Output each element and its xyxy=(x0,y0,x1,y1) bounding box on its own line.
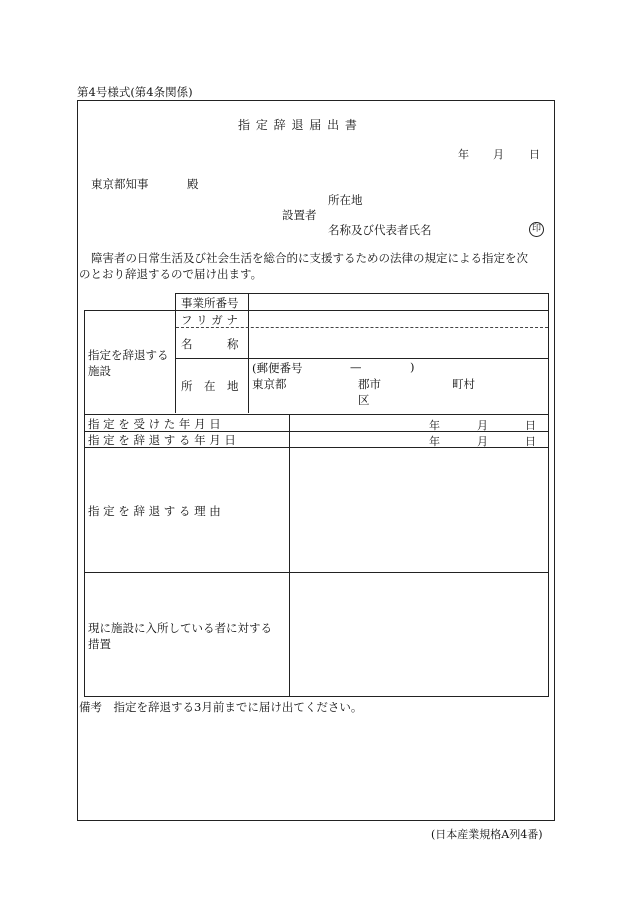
withdrawal-day: 日 xyxy=(525,435,536,448)
prefecture: 東京都 xyxy=(252,377,287,391)
withdrawal-month: 月 xyxy=(477,435,488,448)
rule xyxy=(84,310,85,697)
location-label: 所 在 地 xyxy=(181,379,239,393)
rule xyxy=(248,293,249,413)
rule xyxy=(548,293,549,697)
designated-year: 年 xyxy=(429,419,440,432)
seal-mark: 印 xyxy=(529,222,544,237)
postal-close: ) xyxy=(410,360,415,374)
note: 備考 指定を辞退する3月前までに届け出てください。 xyxy=(79,700,363,714)
facility-label-line2: 施設 xyxy=(88,364,111,378)
designated-month: 月 xyxy=(477,419,488,432)
rule xyxy=(175,293,549,294)
applicant-role-label: 設置者 xyxy=(282,208,317,222)
office-number-label: 事業所番号 xyxy=(181,296,239,310)
gun-shi: 郡市 xyxy=(358,377,381,391)
date-year: 年 xyxy=(458,148,469,161)
date-month: 月 xyxy=(493,148,504,161)
machi-mura: 町村 xyxy=(452,377,475,391)
measures-label-line2: 措置 xyxy=(88,637,111,651)
withdrawal-date-label: 指 定 を 辞 退 す る 年 月 日 xyxy=(88,433,236,447)
applicant-name-label: 名称及び代表者氏名 xyxy=(328,223,432,237)
name-label: 名 称 xyxy=(181,337,239,351)
measures-label-line1: 現に施設に入所している者に対する xyxy=(88,621,272,635)
designated-day: 日 xyxy=(525,419,536,432)
postal-label: (郵便番号 xyxy=(252,361,303,375)
honorific: 殿 xyxy=(187,177,199,191)
document-title: 指 定 辞 退 届 出 書 xyxy=(238,118,358,132)
rule xyxy=(84,310,549,311)
rule xyxy=(175,293,176,413)
rule xyxy=(289,414,290,697)
body-text-line2: のとおり辞退するので届け出ます。 xyxy=(79,267,263,281)
ku: 区 xyxy=(358,393,370,407)
rule xyxy=(84,572,549,573)
furigana-label: フ リ ガ ナ xyxy=(181,313,238,327)
paper-size: (日本産業規格A列4番) xyxy=(431,828,543,841)
body-text-line1: 障害者の日常生活及び社会生活を総合的に支援するための法律の規定による指定を次 xyxy=(91,251,528,265)
postal-dash: — xyxy=(350,360,362,374)
applicant-location-label: 所在地 xyxy=(328,193,363,207)
date-day: 日 xyxy=(529,148,540,161)
rule xyxy=(84,414,549,415)
withdrawal-year: 年 xyxy=(429,435,440,448)
form-number: 第4号様式(第4条関係) xyxy=(77,85,193,99)
designated-date-label: 指 定 を 受 け た 年 月 日 xyxy=(88,417,221,431)
addressee: 東京都知事 xyxy=(91,177,149,191)
rule xyxy=(84,696,549,697)
reason-label: 指 定 を 辞 退 す る 理 由 xyxy=(88,504,221,518)
facility-label-line1: 指定を辞退する xyxy=(88,348,169,362)
rule xyxy=(175,358,549,359)
